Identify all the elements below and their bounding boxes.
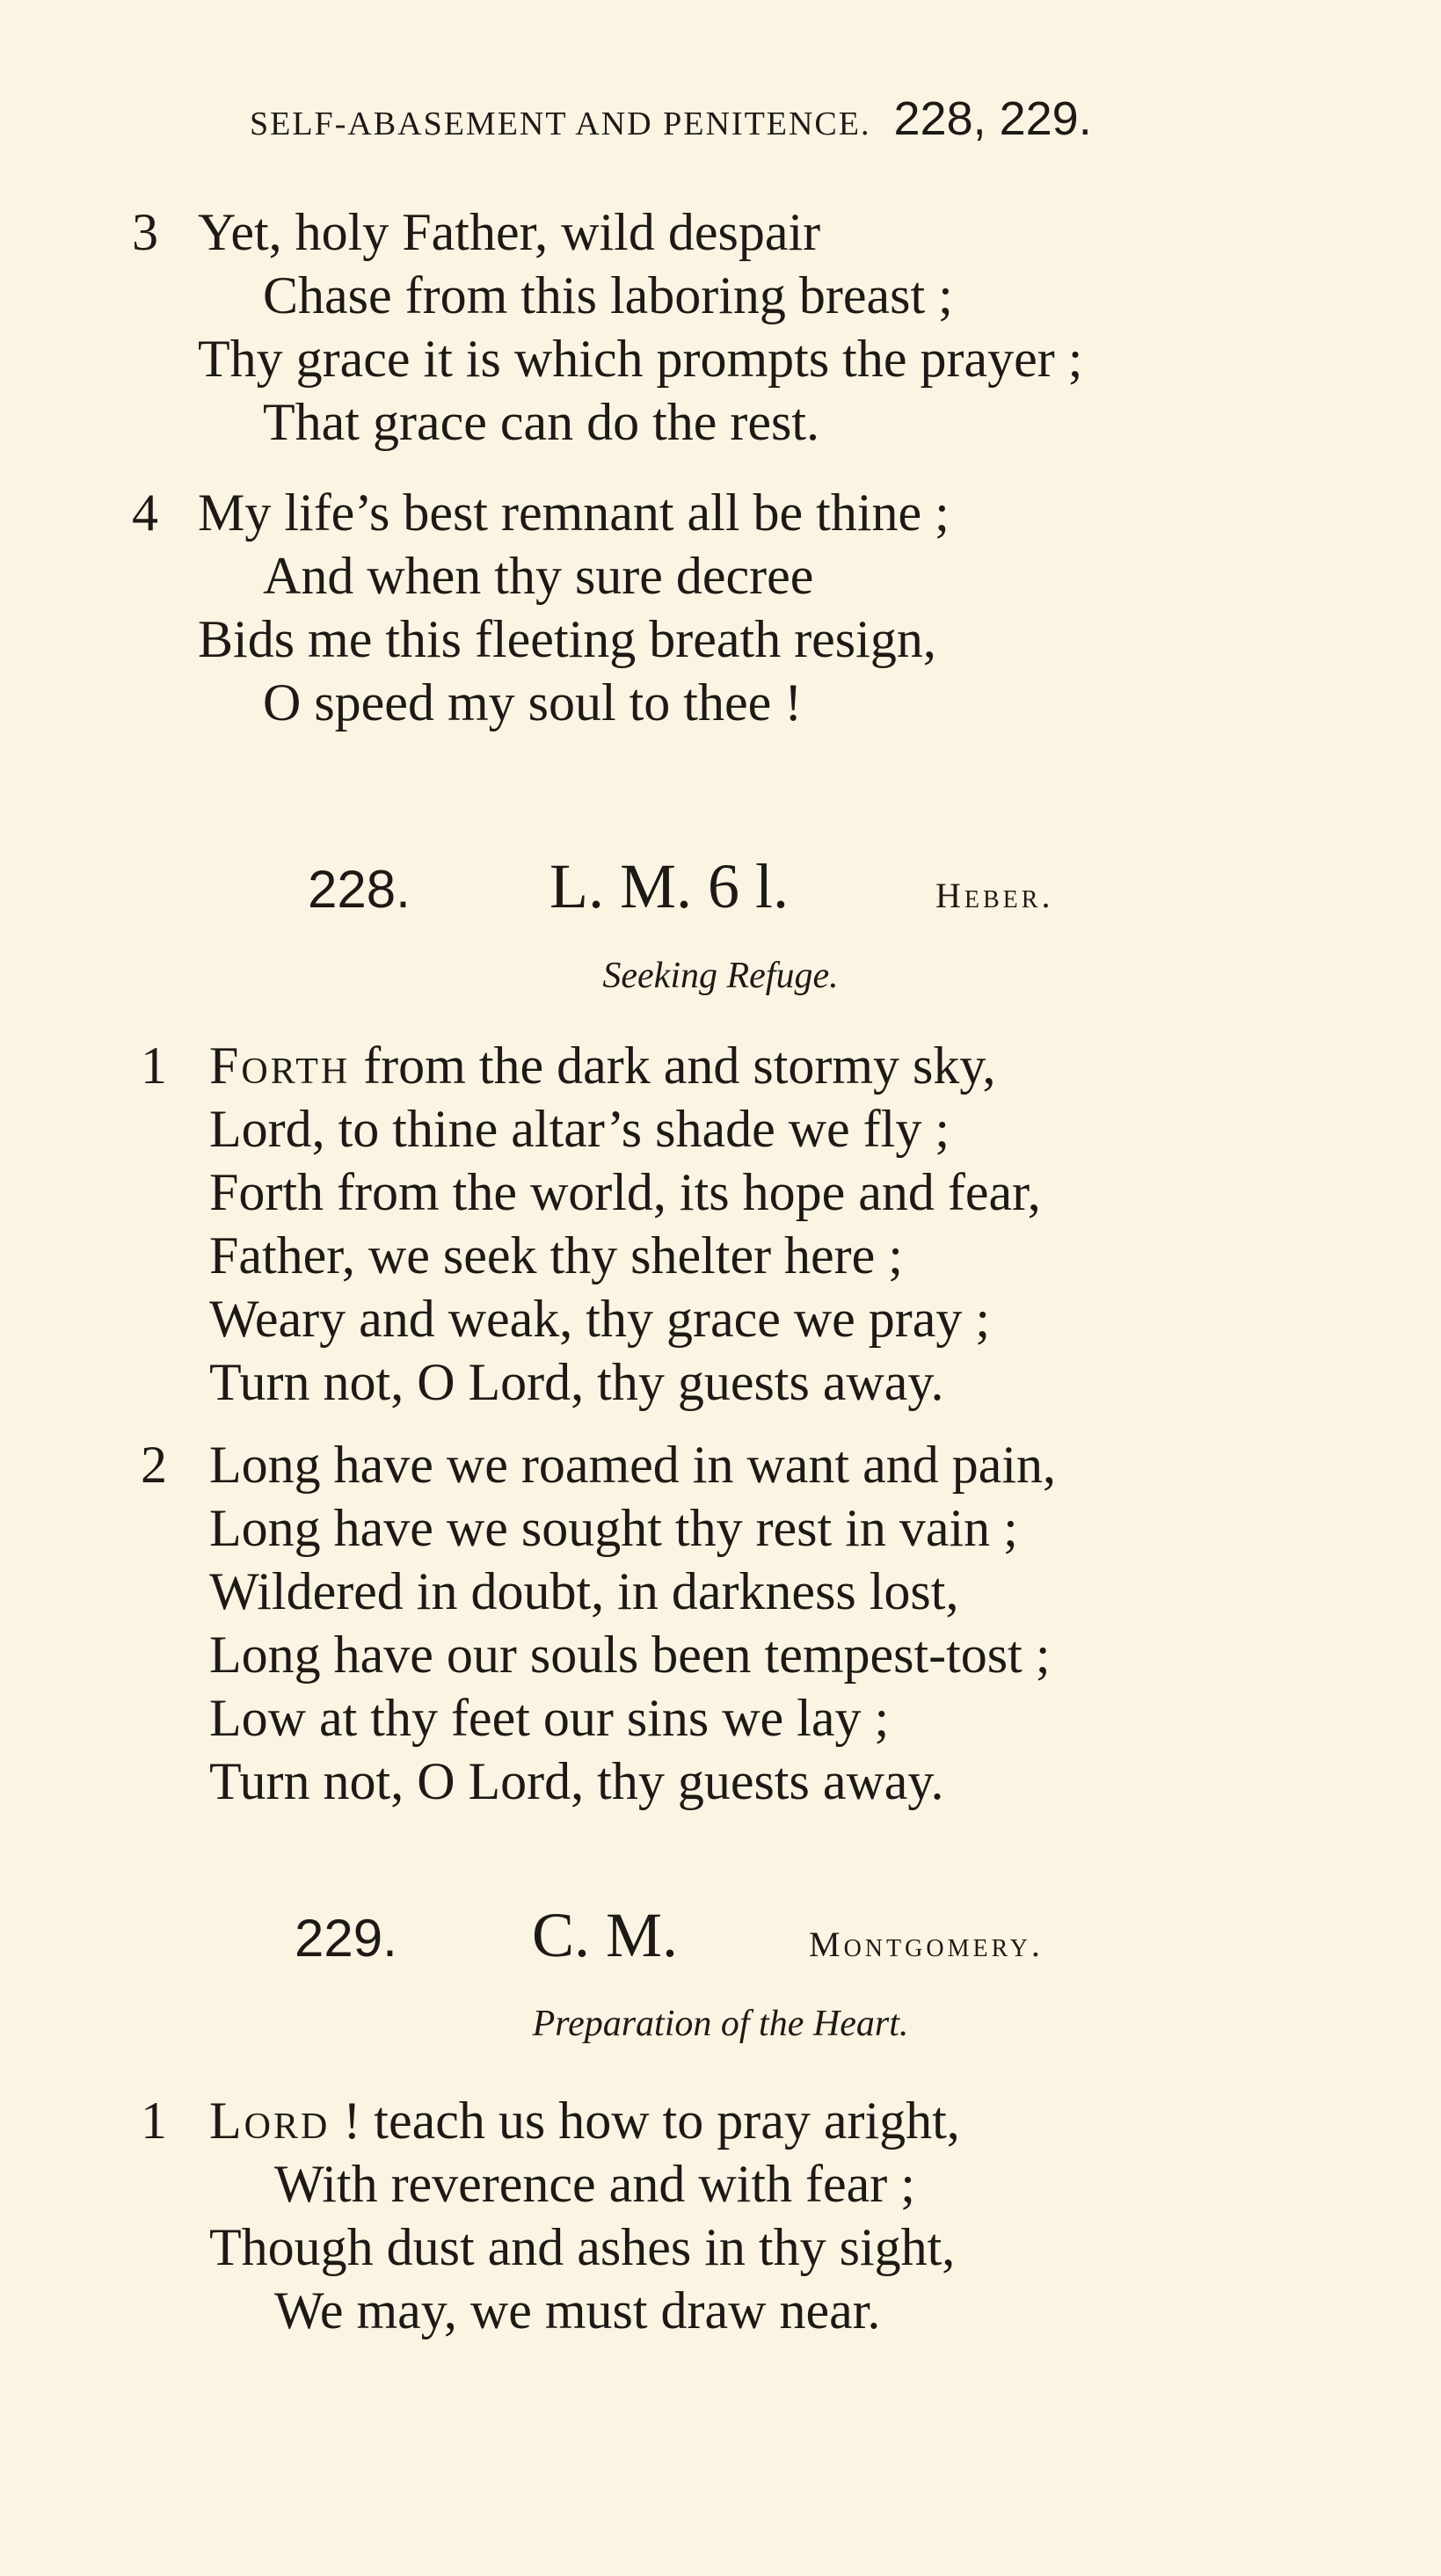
verse-line: Father, we seek thy shelter here ; xyxy=(209,1226,903,1284)
verse-line: And when thy sure decree xyxy=(263,547,814,605)
verse-line: Chase from this laboring breast ; xyxy=(263,266,953,324)
stanza-4-continued xyxy=(132,481,950,734)
stanza-3-continued xyxy=(132,200,1083,454)
verse-line: Weary and weak, thy grace we pray ; xyxy=(209,1290,991,1348)
hymn-author: montgomery. xyxy=(809,1925,1044,1964)
verse-line: 3 Yet, holy Father, wild despair xyxy=(198,200,1082,264)
initial-word: Forth xyxy=(209,1037,351,1095)
verse-number: 2 xyxy=(141,1436,167,1494)
verse-line: Forth from the world, its hope and fear, xyxy=(209,1163,1041,1221)
verse-line: 1 Lord ! teach us how to pray aright, xyxy=(209,2089,960,2152)
verse-line: With reverence and with fear ; xyxy=(274,2155,915,2213)
verse-line: 1 Forth from the dark and stormy sky, xyxy=(209,1034,1041,1097)
hymn-228-stanza-2 xyxy=(141,1433,1057,1813)
verse-number: 3 xyxy=(132,203,158,261)
hymn-228-heading xyxy=(0,851,1441,928)
hymn-number: 229. xyxy=(295,1909,397,1968)
hymn-number: 228. xyxy=(308,860,411,919)
verse-line: Though dust and ashes in thy sight, xyxy=(209,2218,956,2276)
verse-line: We may, we must draw near. xyxy=(274,2281,881,2340)
verse-number: 1 xyxy=(141,1037,167,1095)
hymn-meter: C. M. xyxy=(532,1900,679,1970)
running-head xyxy=(250,91,1092,146)
hymn-229-subtitle: Preparation of the Heart. xyxy=(532,2004,909,2044)
hymn-228-stanza-1 xyxy=(141,1034,1041,1414)
hymn-229-stanza-1 xyxy=(141,2089,960,2342)
verse-line: Long have we sought thy rest in vain ; xyxy=(209,1499,1018,1557)
hymn-author: heber. xyxy=(935,876,1054,915)
verse-line: O speed my soul to thee ! xyxy=(263,673,803,731)
verse-number: 4 xyxy=(132,484,158,542)
verse-line: 2 Long have we roamed in want and pain, xyxy=(209,1433,1056,1496)
hymn-228-subtitle: Seeking Refuge. xyxy=(602,956,839,996)
verse-line: Lord, to thine altar’s shade we fly ; xyxy=(209,1100,950,1158)
verse-line: Thy grace it is which prompts the prayer ; xyxy=(198,330,1083,388)
verse-line: Low at thy feet our sins we lay ; xyxy=(209,1689,890,1747)
hymn-229-heading xyxy=(0,1900,1441,1976)
verse-line: 4 My life’s best remnant all be thine ; xyxy=(198,481,950,544)
verse-line: Turn not, O Lord, thy guests away. xyxy=(209,1353,944,1411)
running-head-title: SELF-ABASEMENT AND PENITENCE. xyxy=(250,106,871,142)
verse-number: 1 xyxy=(141,2092,167,2150)
initial-word: Lord xyxy=(209,2092,331,2150)
verse-line: Bids me this fleeting breath resign, xyxy=(198,610,936,668)
verse-line: Wildered in doubt, in darkness lost, xyxy=(209,1562,959,1620)
verse-line: Turn not, O Lord, thy guests away. xyxy=(209,1752,944,1810)
hymn-meter: L. M. 6 l. xyxy=(549,851,790,921)
verse-line: Long have our souls been tempest-tost ; xyxy=(209,1626,1051,1684)
page-numbers: 228, 229. xyxy=(893,92,1092,145)
verse-line: That grace can do the rest. xyxy=(263,393,820,451)
